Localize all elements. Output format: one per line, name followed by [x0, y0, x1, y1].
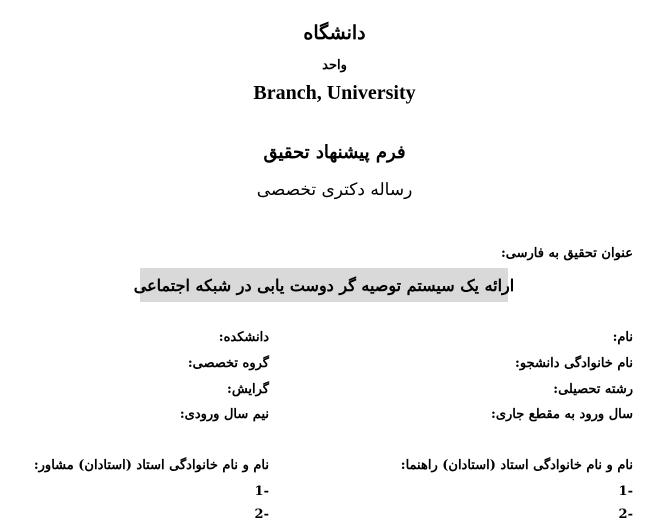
advisor-item: 1-	[618, 484, 633, 499]
field-student-family: نام خانوادگی دانشجو:	[515, 356, 633, 371]
field-orientation: گرایش:	[227, 382, 269, 397]
field-department: گروه تخصصی:	[187, 356, 269, 371]
research-title-label: عنوان تحقیق به فارسی:	[500, 246, 633, 261]
branch-label-fa: واحد	[322, 58, 347, 73]
advisor-header: نام و نام خانوادگی استاد (استادان) راهنما:	[400, 458, 633, 473]
field-entry-semester: نیم سال ورودی:	[179, 407, 269, 422]
research-title-value: ارائه یک سیستم توصیه گر دوست یابی در شبکه اجتماعی	[133, 275, 515, 295]
advisor-item: 2-	[618, 507, 633, 522]
research-title-box	[133, 268, 515, 302]
field-entry-level: سال ورود به مقطع جاری:	[491, 407, 633, 422]
field-name: نام:	[612, 330, 633, 345]
consultant-item: 2-	[254, 507, 269, 522]
consultant-header: نام و نام خانوادگی استاد (استادان) مشاور:	[33, 458, 269, 473]
university-heading: دانشگاه	[303, 22, 366, 44]
field-major: رشته تحصیلی:	[553, 382, 633, 397]
form-subtitle: رساله دکتری تخصصی	[256, 180, 413, 200]
form-title: فرم پیشنهاد تحقیق	[263, 142, 406, 163]
field-faculty: دانشکده:	[218, 330, 269, 345]
branch-label-en: Branch, University	[253, 82, 416, 104]
consultant-item: 1-	[254, 484, 269, 499]
